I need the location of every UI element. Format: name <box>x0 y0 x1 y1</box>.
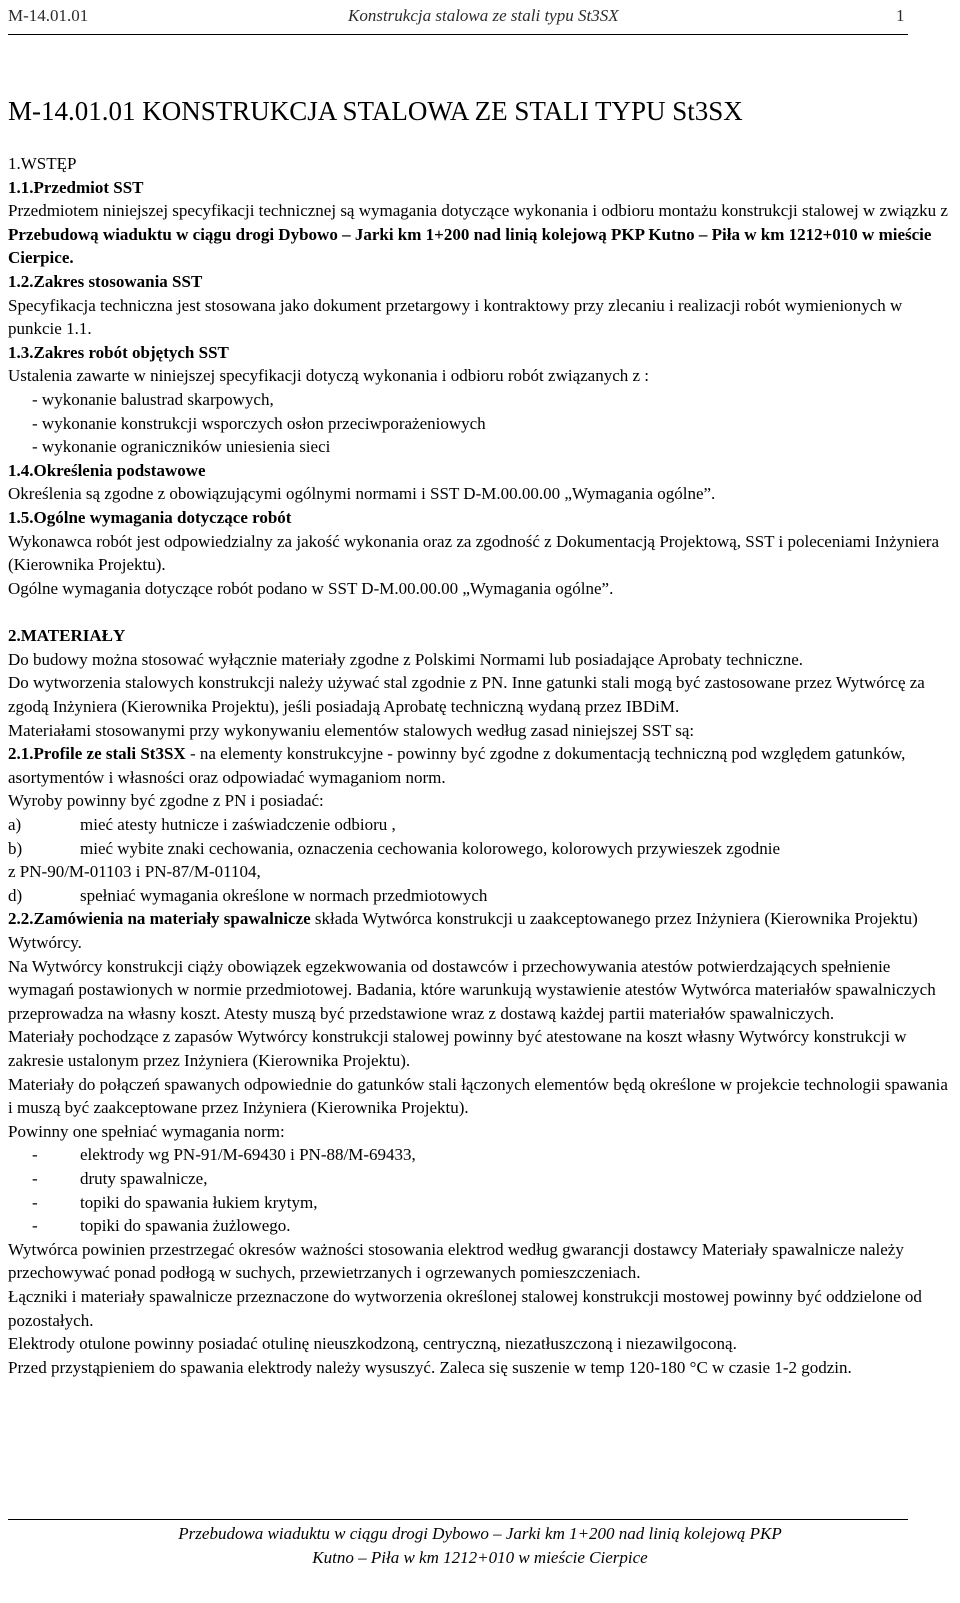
paragraph-1-5a: Wykonawca robót jest odpowiedzialny za jakość wykonania oraz za zgodność z Dokumentacją Projektową, SST i poleceniami Inżyniera (Kierownika Projektu). <box>8 531 939 575</box>
paragraph-1-1-text: Przedmiotem niniejszej specyfikacji technicznej są wymagania dotyczące wykonania i odbioru montażu konstrukcji stalowej w związku z <box>8 201 948 221</box>
dash-list-item <box>8 1214 948 1238</box>
dash-bullet: - <box>32 1216 38 1236</box>
footer-rule <box>8 1519 908 1520</box>
paragraph-1-4: Określenia są zgodne z obowiązującymi ogólnymi normami i SST D-M.00.00.00 „Wymagania ogólne”. <box>8 484 716 504</box>
subsection-1-2-heading: 1.2.Zakres stosowania SST <box>8 271 203 291</box>
list-item <box>8 813 948 837</box>
paragraph-1-1 <box>8 199 948 270</box>
subsection-2-1-heading: 2.1.Profile ze stali St3SX <box>8 744 186 764</box>
paragraph-2-1: Do budowy można stosować wyłącznie materiały zgodne z Polskimi Normami lub posiadające Aprobaty techniczne. <box>8 649 803 669</box>
subsection-1-5-heading: 1.5.Ogólne wymagania dotyczące robót <box>8 507 292 527</box>
paragraph-2-2-text: składa Wytwórca konstrukcji u zaakceptowanego przez Inżyniera (Kierownika Projektu) Wytwórcy. <box>8 909 918 952</box>
header-rule <box>8 34 908 35</box>
footer-line-1: Przebudowa wiaduktu w ciągu drogi Dybowo – Jarki km 1+200 nad linią kolejową PKP <box>178 1524 782 1543</box>
section-2-heading: 2.MATERIAŁY <box>8 626 126 646</box>
dash-list-text: druty spawalnicze, <box>80 1168 208 1188</box>
page-header <box>8 6 908 32</box>
dash-list-item <box>8 1167 948 1191</box>
paragraph-2-2d: Materiały do połączeń spawanych odpowiednie do gatunków stali łączonych elementów będą określone w projekcie technologii spawania i muszą być zaakceptowane przez Inżyniera (Kierownika Projektu). <box>8 1074 948 1118</box>
paragraph-2-2f: Wytwórca powinien przestrzegać okresów ważności stosowania elektrod według gwarancji dostawcy Materiały spawalnicze należy przechowywać ponad podłogą w suchych, przewietrzanych i ogrzewanych pomieszczeniach. <box>8 1239 904 1283</box>
paragraph-2-2b: Na Wytwórcy konstrukcji ciąży obowiązek egzekwowania od dostawców i przechowywania atestów potwierdzających spełnienie wymagań postawionych w normie przedmiotowej. Badania, które warunkują wystawienie atestów Wytwórca materiałów spawalniczych przeprowadza na własny koszt. Atesty muszą być przedstawione wraz z dostawą każdej partii materiałów spawalniczych. <box>8 956 936 1023</box>
paragraph-2-1-text: - na elementy konstrukcyjne - powinny być zgodne z dokumentacją techniczną pod względem gatunków, asortymentów i własności oraz odpowiadać wymaganiom norm. <box>8 744 906 787</box>
subsection-1-1-heading: 1.1.Przedmiot SST <box>8 177 144 197</box>
dash-list-item <box>8 1191 948 1215</box>
paragraph-1-2: Specyfikacja techniczna jest stosowana jako dokument przetargowy i kontraktowy przy zlecaniu i realizacji robót wymienionych w punkcie 1.1. <box>8 295 903 339</box>
list-item-label: a) <box>8 815 22 835</box>
paragraph-1-3: Ustalenia zawarte w niniejszej specyfikacji dotyczą wykonania i odbioru robót związanych z : <box>8 366 650 386</box>
paragraph-2-2: Do wytworzenia stalowych konstrukcji należy używać stal zgodnie z PN. Inne gatunki stali mogą być zastosowane przez Wytwórcę za zgodą Inżyniera (Kierownika Projektu), jeśli posiadają Aprobatę techniczną wydaną przez IBDiM. <box>8 673 925 717</box>
paragraph-2-2e: Powinny one spełniać wymagania norm: <box>8 1121 285 1141</box>
list-item-label: b) <box>8 838 23 858</box>
list-item <box>8 837 948 861</box>
paragraph-2-1c: z PN-90/M-01103 i PN-87/M-01104, <box>8 862 261 882</box>
list-item: - wykonanie konstrukcji wsporczych osłon przeciwporażeniowych <box>32 413 486 433</box>
dash-bullet: - <box>32 1145 38 1165</box>
paragraph-2-2h: Elektrody otulone powinny posiadać otulinę nieuszkodzoną, centryczną, niezatłuszczoną i niezawilgoconą. <box>8 1334 737 1354</box>
subsection-2-2-heading: 2.2.Zamówienia na materiały spawalnicze <box>8 909 311 929</box>
paragraph-2-2c: Materiały pochodzące z zapasów Wytwórcy konstrukcji stalowej powinny być atestowane na koszt własny Wytwórcy konstrukcji w zakresie ustalonym przez Inżyniera (Kierownika Projektu). <box>8 1027 907 1070</box>
list-item-text: spełniać wymagania określone w normach przedmiotowych <box>80 885 488 905</box>
section-1-heading: 1.WSTĘP <box>8 154 77 173</box>
paragraph-2-2g: Łączniki i materiały spawalnicze przeznaczone do wytworzenia określonej stalowej konstrukcji mostowej powinny być oddzielone od pozostałych. <box>8 1286 922 1330</box>
dash-list-item <box>8 1143 948 1167</box>
project-name-bold: Przebudową wiaduktu w ciągu drogi Dybowo – Jarki km 1+200 nad linią kolejową PKP Kutno – Piła w km 1212+010 w mieście Cierpice. <box>8 224 932 268</box>
document-title: M-14.01.01 KONSTRUKCJA STALOWA ZE STALI TYPU St3SX <box>8 96 743 126</box>
dash-list-text: topiki do spawania żużlowego. <box>80 1216 291 1236</box>
list-item-text: mieć wybite znaki cechowania, oznaczenia cechowania kolorowego, kolorowych przywieszek zgodnie <box>80 838 781 858</box>
list-item-label: d) <box>8 885 23 905</box>
footer-line-2: Kutno – Piła w km 1212+010 w mieście Cierpice <box>312 1547 648 1567</box>
list-item: - wykonanie ograniczników uniesienia sieci <box>32 437 331 457</box>
paragraph-2-1b: Wyroby powinny być zgodne z PN i posiadać: <box>8 791 324 811</box>
paragraph-2-2-orders <box>8 907 948 954</box>
dash-list-text: elektrody wg PN-91/M-69430 i PN-88/M-69433, <box>80 1145 416 1165</box>
list-item: - wykonanie balustrad skarpowych, <box>32 389 274 409</box>
document-body <box>8 152 948 1379</box>
header-doc-title: Konstrukcja stalowa ze stali typu St3SX <box>348 6 619 25</box>
page-footer <box>0 1522 960 1569</box>
subsection-1-3-heading: 1.3.Zakres robót objętych SST <box>8 342 229 362</box>
dash-bullet: - <box>32 1192 38 1212</box>
dash-list-text: topiki do spawania łukiem krytym, <box>80 1192 318 1212</box>
spacer <box>8 600 948 624</box>
paragraph-2-3: Materiałami stosowanymi przy wykonywaniu elementów stalowych według zasad niniejszej SST są: <box>8 720 695 740</box>
paragraph-2-1-profile <box>8 742 948 789</box>
paragraph-2-2i: Przed przystąpieniem do spawania elektrody należy wysuszyć. Zaleca się suszenie w temp 120-180 °C w czasie 1-2 godzin. <box>8 1357 852 1377</box>
subsection-1-4-heading: 1.4.Określenia podstawowe <box>8 460 206 480</box>
paragraph-1-5b: Ogólne wymagania dotyczące robót podano w SST D-M.00.00.00 „Wymagania ogólne”. <box>8 578 614 598</box>
header-page-number: 1 <box>896 6 905 25</box>
list-item-text: mieć atesty hutnicze i zaświadczenie odbioru , <box>80 815 396 835</box>
header-doc-code: M-14.01.01 <box>8 6 89 25</box>
dash-bullet: - <box>32 1168 38 1188</box>
list-item <box>8 884 948 908</box>
